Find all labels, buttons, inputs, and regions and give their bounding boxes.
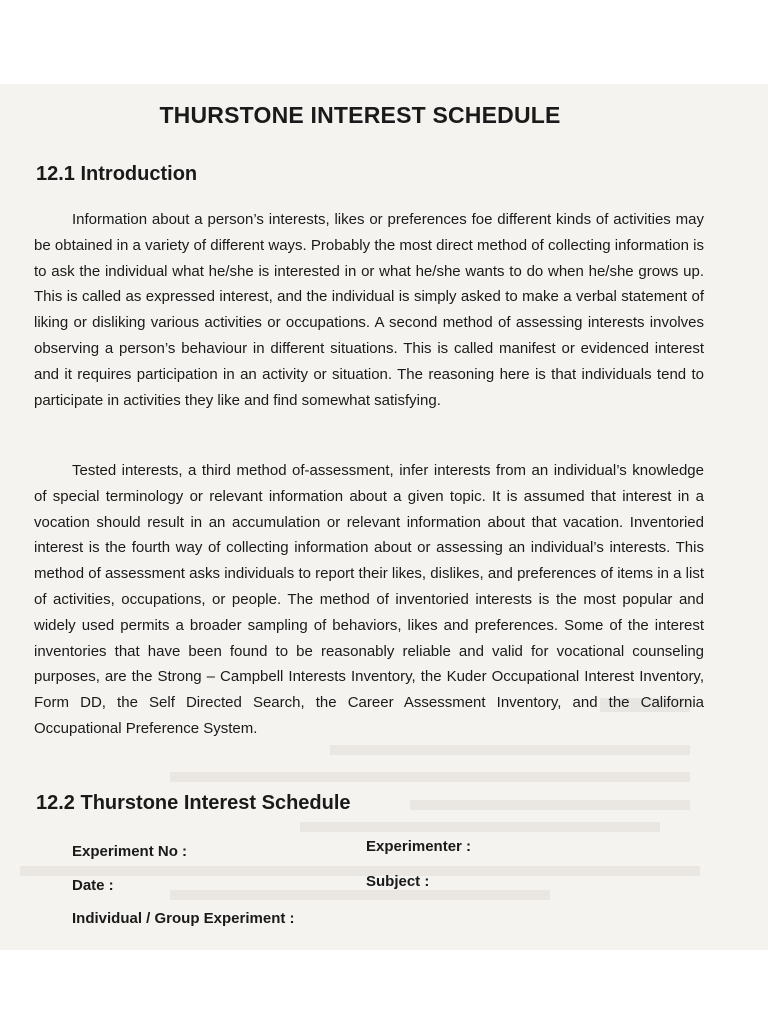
bottom-margin: [0, 950, 768, 1024]
bleed-through-mark: [410, 800, 690, 810]
bleed-through-mark: [170, 890, 550, 900]
individual-group-experiment-label: Individual / Group Experiment :: [72, 910, 295, 927]
section-heading-thurstone-schedule: 12.2 Thurstone Interest Schedule: [36, 792, 351, 814]
top-margin: [0, 0, 768, 84]
date-label: Date :: [72, 877, 114, 894]
bleed-through-mark: [170, 772, 690, 782]
experimenter-label: Experimenter :: [366, 838, 472, 855]
introduction-paragraph-2: Tested interests, a third method of-assessment, infer interests from an individual’s knowledge of special terminology or relevant information about a given topic. It is assumed that interest in a vocation should result in an accumulation or relevant information about that vacation. Inventoried interest is the fourth way of collecting information about or assessing an individual’s interests. This method of assessment asks individuals to report their likes, dislikes, and preferences of items in a list of activities, occupations, or people. The method of inventoried interests is the most popular and widely used permits a broader sampling of behaviors, likes and preferences. Some of the interest inventories that have been found to be reasonably reliable and valid for vocational counseling purposes, are the Strong – Campbell Interests Inventory, the Kuder Occupational Interest Inventory, Form DD, the Self Directed Search, the Career Assessment Inventory, and the California Occupational Preference System.: [34, 462, 704, 737]
subject-label: Subject :: [366, 873, 430, 890]
introduction-paragraph-1: Information about a person’s interests, likes or preferences foe different kinds of activities may be obtained in a variety of different ways. Probably the most direct method of collecting information is to ask the individual what he/she is interested in or what he/she wants to do when he/she grows up. This is called as expressed interest, and the individual is simply asked to make a verbal statement of liking or disliking various activities or occupations. A second method of assessing interests involves observing a person’s behaviour in different situations. This is called manifest or evidenced interest and it requires participation in an activity or situation. The reasoning here is that individuals tend to participate in activities they like and find somewhat satisfying.: [34, 211, 704, 409]
document-title: THURSTONE INTEREST SCHEDULE: [159, 102, 561, 128]
experiment-number-label: Experiment No :: [72, 843, 188, 860]
section-heading-introduction: 12.1 Introduction: [36, 163, 198, 185]
bleed-through-mark: [300, 822, 660, 832]
bleed-through-mark: [330, 745, 690, 755]
bleed-through-mark: [20, 866, 700, 876]
